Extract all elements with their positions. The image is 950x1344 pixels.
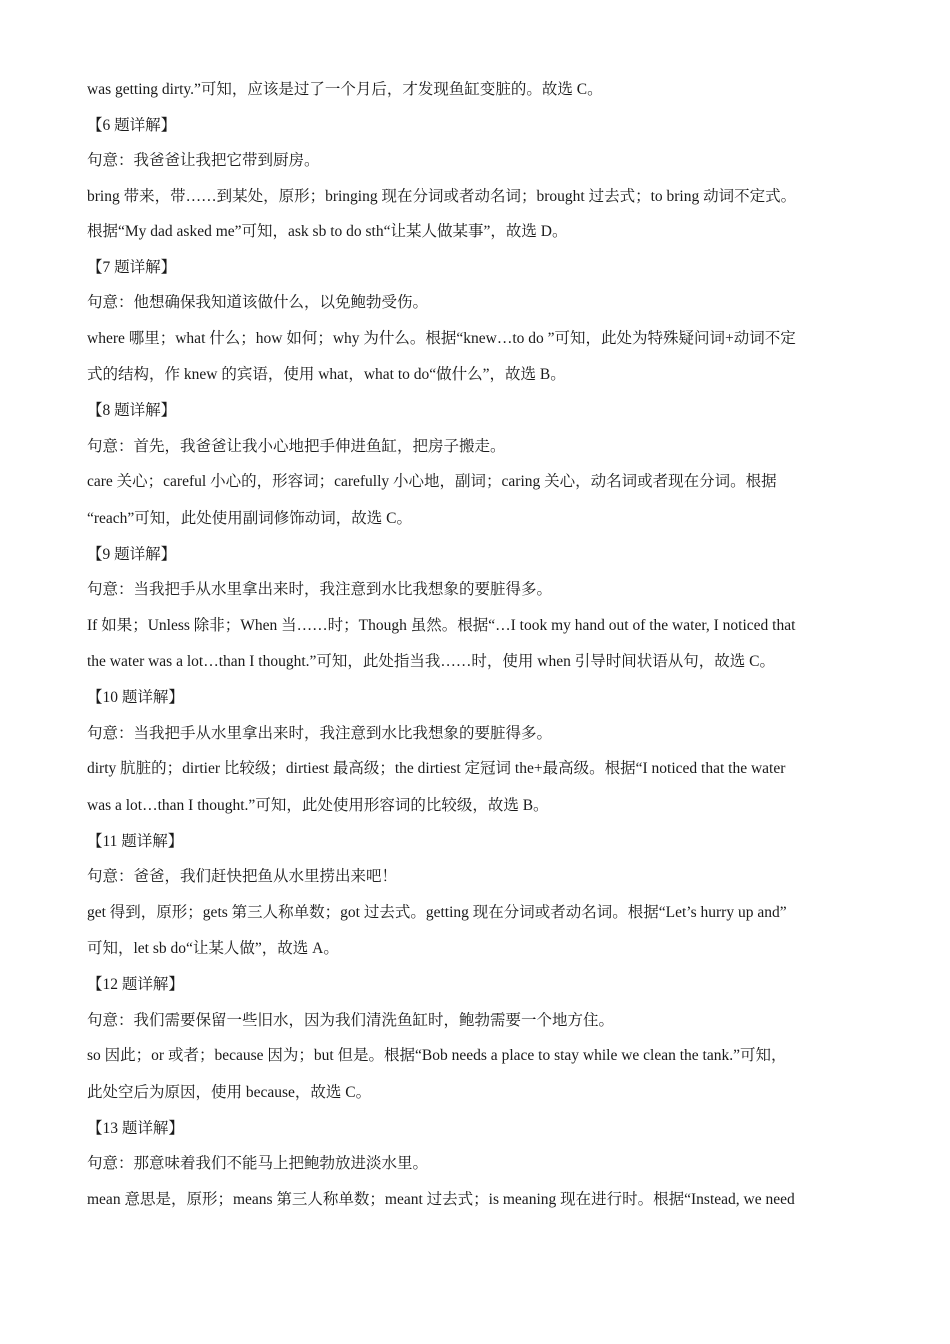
text-line: get 得到，原形；gets 第三人称单数；got 过去式。getting 现在分词或者动名词。根据“Let’s hurry up and” — [87, 903, 787, 921]
text-line: 根据“My dad asked me”可知，ask sb to do sth“让某人做某事”，故选 D。 — [87, 223, 568, 240]
text-line: where 哪里；what 什么；how 如何；why 为什么。根据“knew…to do ”可知，此处为特殊疑问词+动词不定 — [87, 329, 796, 347]
text-line: 此处空后为原因，使用 because，故选 C。 — [87, 1083, 372, 1101]
question-heading: 【13 题详解】 — [87, 1119, 184, 1137]
text-line: was a lot…than I thought.”可知，此处使用形容词的比较级，故选 B。 — [87, 796, 549, 814]
text-line: so 因此；or 或者；because 因为；but 但是。根据“Bob needs a place to stay while we clean the tank.”可知， — [87, 1047, 787, 1064]
text-line: 句意：我们需要保留一些旧水，因为我们清洗鱼缸时，鲍勃需要一个地方住。 — [87, 1011, 615, 1029]
text-line: 可知，let sb do“让某人做”，故选 A。 — [87, 940, 339, 957]
text-line: care 关心；careful 小心的，形容词；carefully 小心地，副词；caring 关心，动名词或者现在分词。根据 — [87, 473, 777, 490]
question-heading: 【9 题详解】 — [87, 545, 177, 563]
text-line: “reach”可知，此处使用副词修饰动词，故选 C。 — [87, 509, 413, 527]
question-heading: 【8 题详解】 — [87, 402, 177, 419]
text-line: bring 带来，带……到某处，原形；bringing 现在分词或者动名词；brought 过去式；to bring 动词不定式。 — [87, 187, 797, 205]
text-line: the water was a lot…than I thought.”可知，此处指当我……时，使用 when 引导时间状语从句，故选 C。 — [87, 653, 775, 670]
question-heading: 【10 题详解】 — [87, 689, 184, 706]
text-line: 句意：他想确保我知道该做什么，以免鲍勃受伤。 — [87, 294, 429, 311]
text-line: was getting dirty.”可知，应该是过了一个月后，才发现鱼缸变脏的。故选 C。 — [87, 81, 603, 98]
text-line: 句意：我爸爸让我把它带到厨房。 — [87, 152, 320, 169]
text-line: 句意：当我把手从水里拿出来时，我注意到水比我想象的要脏得多。 — [87, 581, 553, 598]
text-line: mean 意思是，原形；means 第三人称单数；meant 过去式；is meaning 现在进行时。根据“Instead, we need — [87, 1190, 795, 1208]
text-line: If 如果；Unless 除非；When 当……时；Though 虽然。根据“…I took my hand out of the water, I noticed that — [87, 616, 796, 634]
question-heading: 【12 题详解】 — [87, 976, 184, 993]
question-heading: 【7 题详解】 — [87, 258, 177, 276]
text-line: 句意：首先，我爸爸让我小心地把手伸进鱼缸，把房子搬走。 — [87, 437, 506, 455]
question-heading: 【11 题详解】 — [87, 832, 184, 850]
text-line: dirty 肮脏的；dirtier 比较级；dirtiest 最高级；the dirtiest 定冠词 the+最高级。根据“I noticed that the water — [87, 760, 786, 777]
question-heading: 【6 题详解】 — [87, 116, 177, 134]
text-line: 句意：那意味着我们不能马上把鲍勃放进淡水里。 — [87, 1155, 429, 1172]
text-line: 句意：当我把手从水里拿出来时，我注意到水比我想象的要脏得多。 — [87, 724, 553, 742]
text-line: 式的结构，作 knew 的宾语，使用 what，what to do“做什么”，故选 B。 — [87, 366, 566, 383]
document-page — [87, 72, 862, 1217]
text-line: 句意：爸爸，我们赶快把鱼从水里捞出来吧！ — [87, 868, 398, 885]
